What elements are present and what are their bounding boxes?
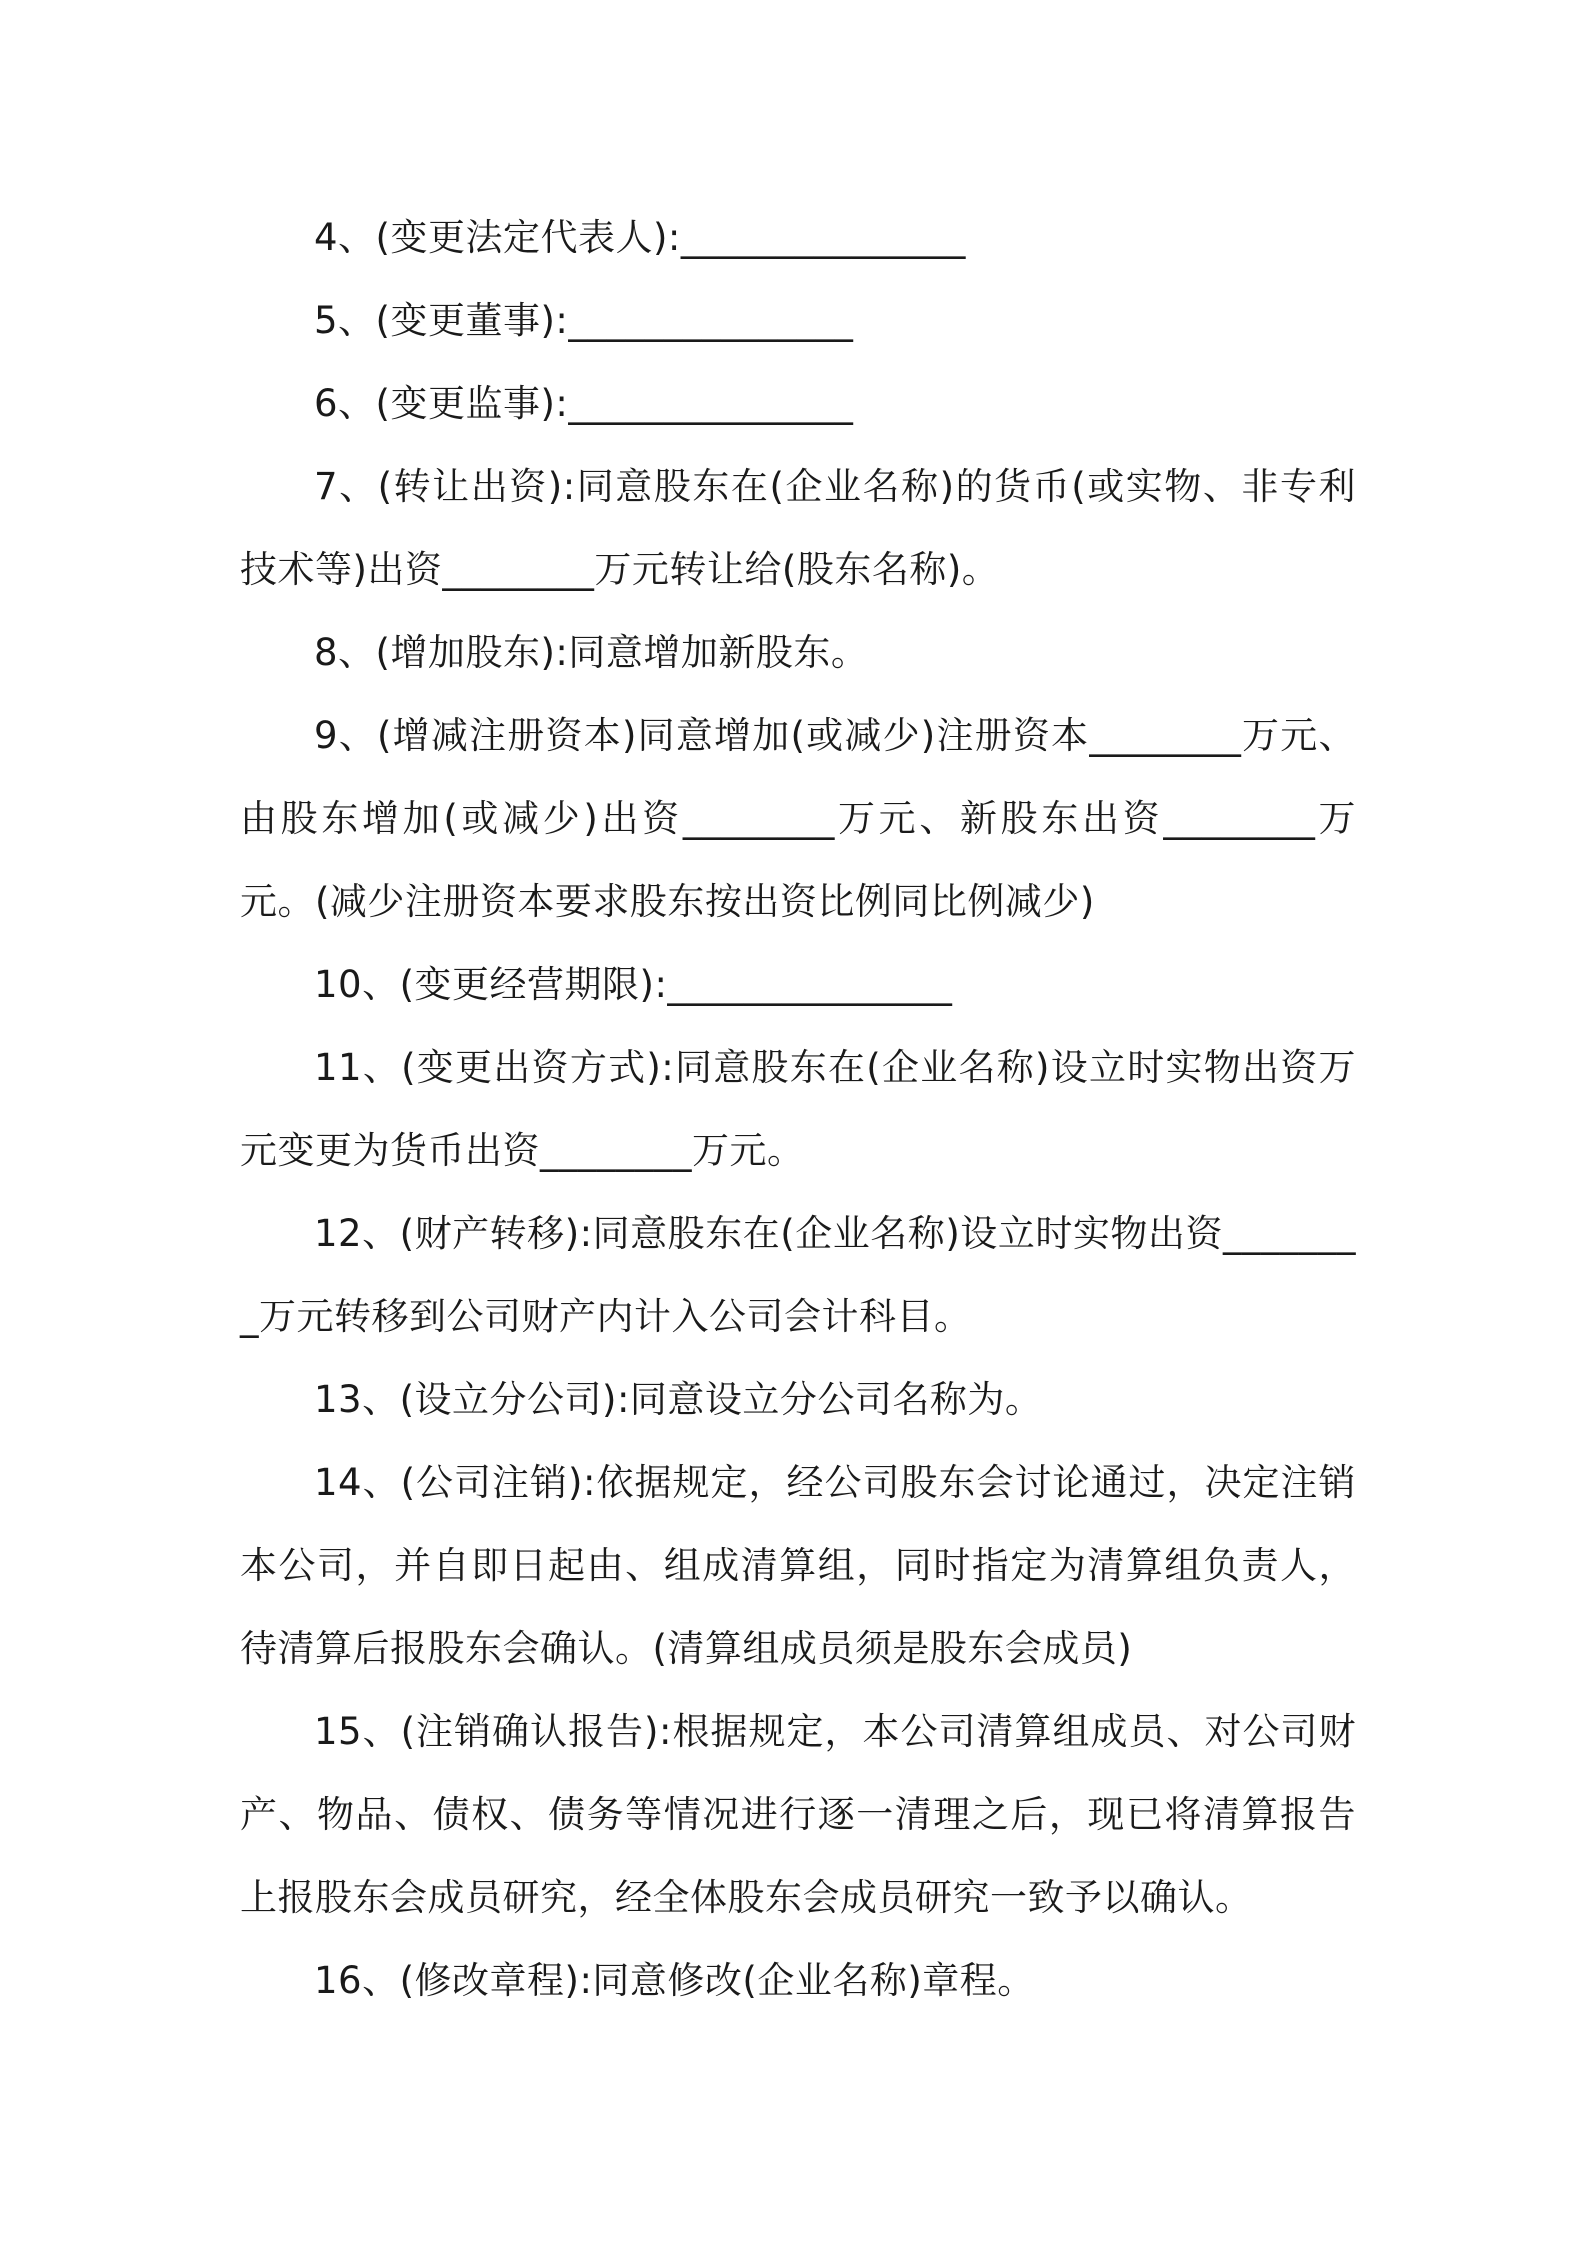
item-amend-articles: 16、(修改章程):同意修改(企业名称)章程。 — [314, 1959, 1035, 2002]
item-change-director: 5、(变更董事):_______________ — [314, 299, 854, 342]
item-establish-branch: 13、(设立分公司):同意设立分公司名称为。 — [314, 1378, 1043, 1421]
item-change-supervisor: 6、(变更监事):_______________ — [314, 382, 854, 425]
item-property-transfer: 12、(财产转移):同意股东在(企业名称)设立时实物出资________万元转移到公司财产内计入公司会计科目。 — [240, 1212, 1356, 1338]
item-transfer-capital: 7、(转让出资):同意股东在(企业名称)的货币(或实物、非专利技术等)出资________万元转让给(股东名称)。 — [240, 465, 1356, 591]
item-change-business-term: 10、(变更经营期限):_______________ — [314, 963, 953, 1006]
item-deregistration-report: 15、(注销确认报告):根据规定，本公司清算组成员、对公司财产、物品、债权、债务等情况进行逐一清理之后，现已将清算报告上报股东会成员研究，经全体股东会成员研究一致予以确认。 — [240, 1710, 1356, 1919]
item-add-shareholder: 8、(增加股东):同意增加新股东。 — [314, 631, 869, 674]
document-body — [240, 196, 1356, 2022]
item-change-contribution-method: 11、(变更出资方式):同意股东在(企业名称)设立时实物出资万元变更为货币出资________万元。 — [240, 1046, 1356, 1172]
item-change-legal-representative: 4、(变更法定代表人):_______________ — [314, 216, 966, 259]
item-company-deregistration: 14、(公司注销):依据规定，经公司股东会讨论通过，决定注销本公司，并自即日起由、组成清算组，同时指定为清算组负责人，待清算后报股东会确认。(清算组成员须是股东会成员) — [240, 1461, 1356, 1670]
item-change-registered-capital: 9、(增减注册资本)同意增加(或减少)注册资本________万元、由股东增加(或减少)出资________万元、新股东出资________万元。(减少注册资本要求股东按出资比例同比例减少) — [240, 714, 1356, 923]
